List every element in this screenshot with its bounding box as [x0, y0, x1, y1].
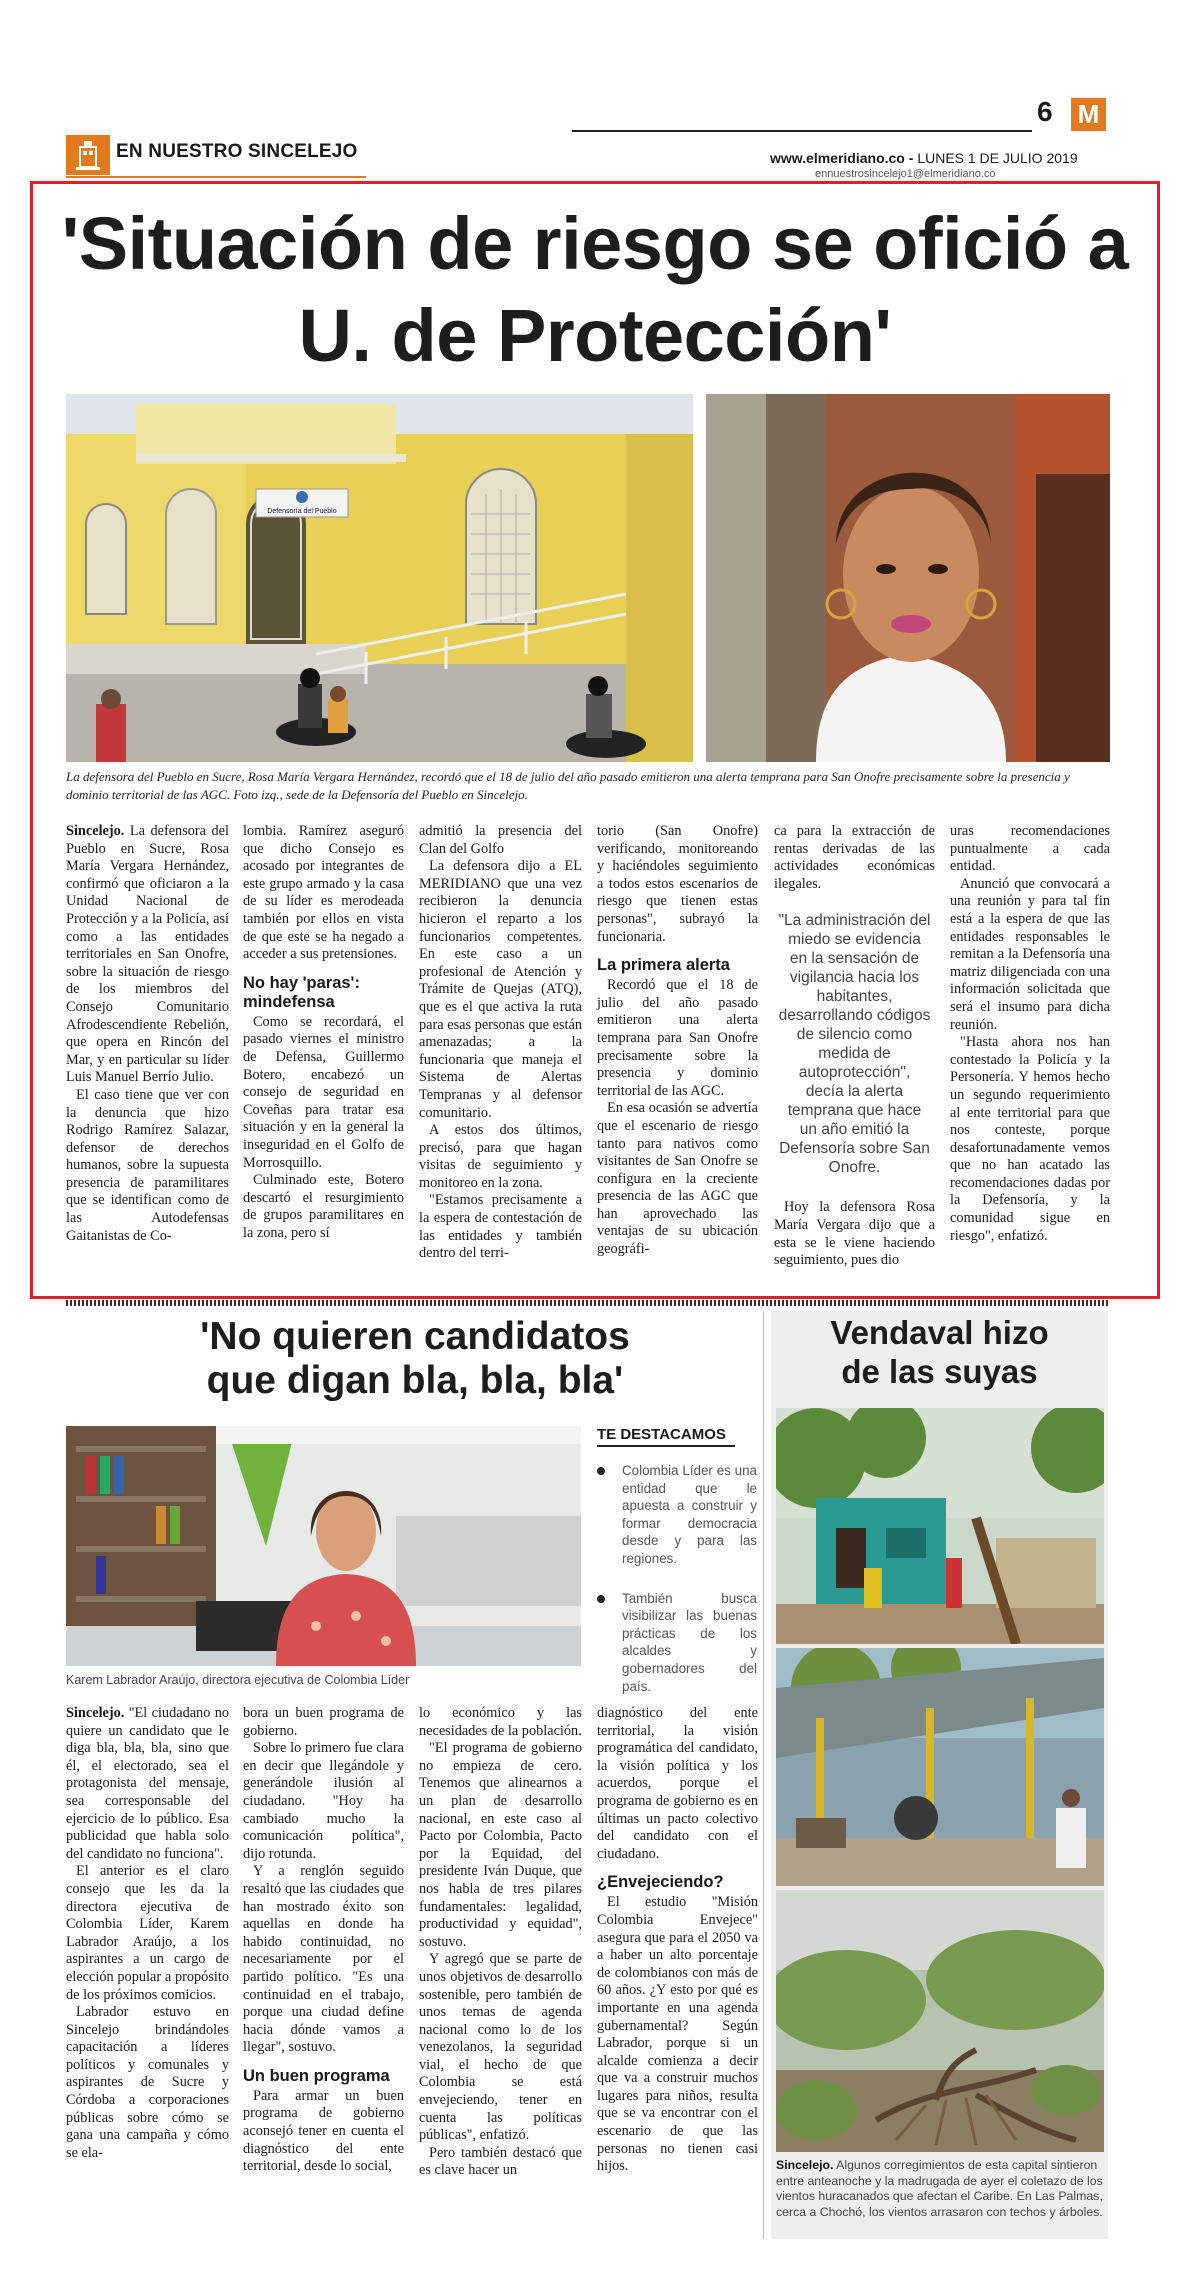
paragraph: Recordó que el 18 de julio del año pasado emitieron una alerta temprana para San Onofre precisamente sobre la presencia y dominio territorial de las AGC. [597, 977, 758, 1099]
paragraph: "Estamos precisamente a la espera de contestación de las entidades y también dentro del terri- [419, 1192, 582, 1262]
paragraph: La defensora del Pueblo en Sucre, Rosa María Vergara Hernández, confirmó que oficiaron a la Unidad Nacional de Protección y a la Policía, así como a las entidades territoriales en San Onofre, sobre la situación de riesgo de los miembros del Consejo Comunitario Afrodescendiente Rebelión, que opera en Rincón del Mar, y en particular su líder Luis Manuel Berrío Julio. [66, 823, 229, 1086]
subhead: Un buen programa [243, 2066, 390, 2085]
paragraph: La defensora dijo a EL MERIDIANO que una vez recibieron la denuncia hicieron el reparto a los funcionarios competentes. En este caso a un profesional de Atención y Trámite de Quejas (ATQ), que es el que activa la ruta para esas personas que están amenazadas; a la funcionaria que maneja el Sistema de Alertas Tempranas y al defensor comunitario. [419, 858, 582, 1121]
dateline: www.elmeridiano.co - LUNES 1 DE JULIO 2019 [770, 150, 1078, 166]
site-url[interactable]: www.elmeridiano.co [770, 150, 905, 166]
newspaper-logo: M [1071, 98, 1106, 131]
director-photo [66, 1426, 581, 1666]
paragraph: Pero también destacó que es clave hacer un [419, 2144, 582, 2179]
paragraph: admitió la presencia del Clan del Golfo [419, 823, 582, 857]
article2-col3 [419, 1705, 582, 2180]
article1-col4 [597, 823, 758, 1259]
defensoria-sign: Defensoría del Pueblo [267, 508, 337, 515]
house-photo [776, 1408, 1104, 1644]
paragraph: Y agregó que se parte de unos objetivos de desarrollo sostenible, pero también de unos temas de agenda nacional como lo de los venezolanos, la seguridad vial, el hecho de que Colombia se está envejeciendo, tener en cuenta las políticas públicas", enfatizó. [419, 1951, 582, 2144]
article2-col4 [597, 1705, 758, 2176]
article1-caption: La defensora del Pueblo en Sucre, Rosa María Vergara Hernández, recordó que el 18 de julio del año pasado emitieron una alerta temprana para San Onofre precisamente sobre la presencia y dominio territorial de las AGC. Foto izq., sede de la Defensoría del Pueblo en Sincelejo. [66, 769, 1070, 802]
paragraph: bora un buen programa de gobierno. [243, 1705, 404, 1739]
dateline-lead: Sincelejo. [66, 823, 125, 839]
paragraph: Hoy la defensora Rosa María Vergara dijo que a esta se le viene haciendo seguimiento, pues dio [774, 1199, 935, 1269]
paragraph: En esa ocasión se advertía que el escenario de riesgo tanto para nativos como visitantes de San Onofre se configura en la creciente presencia de las AGC que han aprovechado las ventajas de su ubicación geográfi- [597, 1100, 758, 1258]
section-divider [66, 1300, 1110, 1306]
paragraph: "Hasta ahora nos han contestado la Policía y la Personería. Y hemos hecho un segundo requerimiento al ente territorial para que nos conteste, porque desafortunadamente vemos que no han acatado las recomendaciones dadas por la Defensoría, y la comunidad sigue en riesgo", enfatizó. [950, 1034, 1110, 1244]
article1-headline: 'Situación de riesgo se ofició a U. de Protección' [61, 202, 1129, 377]
headline-line: que digan bla, bla, bla' [206, 1359, 624, 1402]
paragraph: lo económico y las necesidades de la población. [419, 1705, 582, 1739]
article1-col6 [950, 823, 1110, 1245]
section-name: EN NUESTRO SINCELEJO [116, 141, 358, 162]
issue-date: LUNES 1 DE JULIO 2019 [917, 150, 1078, 166]
paragraph: Labrador estuvo en Sincelejo brindándoles capacitación a líderes políticos y comunales y aspirantes de Sucre y Córdoba a corporaciones públicas sobre cómo se gana una campaña y cómo se ela- [66, 2004, 229, 2161]
building-photo [66, 394, 693, 762]
header-rule [572, 130, 1032, 132]
column-divider [763, 1311, 764, 2239]
paragraph: El anterior es el claro consejo que les da la directora ejecutiva de Colombia Líder, Karem Labrador Araújo, a los aspirantes a un cargo de elección popular a propósito de los próximos comicios. [66, 1863, 229, 2003]
section-icon [66, 135, 110, 175]
caption-text: Algunos corregimientos de esta capital sintieron entre anteanoche y la madrugada de ayer el coletazo de los vientos huracanados que afectan el Caribe. En Las Palmas, cerca a Chochó, los vientos arrasaron con techos y árboles. [776, 2158, 1103, 2219]
paragraph: diagnóstico del ente territorial, la visión programática del candidato, la visión política y los acuerdos, porque el programa de gobierno es en últimas un pacto colectivo del candidato con el ciudadano. [597, 1705, 758, 1862]
dateline-lead: Sincelejo. [66, 1705, 125, 1721]
paragraph: "El ciudadano no quiere un candidato que le diga bla, bla, bla, sino que él, el electorado, sea el protagonista del mensaje, sea corresponsable del ejercicio de lo público. Esa publicidad que habla solo del candidato no funciona". [66, 1705, 229, 1862]
paragraph: "El programa de gobierno no empieza de cero. Tenemos que alinearnos a un plan de desarrollo nacional, en este caso al Pacto por Colombia, Pacto por la Equidad, del presidente Iván Duque, que nos habla de tres pilares fundamentales: legalidad, productividad y equidad", sostuvo. [419, 1740, 582, 1950]
fallen-tree-photo [776, 1890, 1104, 2152]
pull-quote: "La administración del miedo se evidencia en la sensación de vigilancia hacia los habitantes, desarrollando códigos de silencio como medida de autoprotección", decía la alerta temprana que hace un año emitió la Defensoría sobre San Onofre. [778, 912, 931, 1177]
paragraph: lombia. Ramírez aseguró que dicho Consejo es acosado por integrantes de este grupo armado y la casa de su líder es merodeada también por ellos en vista de que este se ha negado a acceder a sus pretensiones. [243, 823, 404, 963]
paragraph: A estos dos últimos, precisó, para que hagan visitas de seguimiento y monitoreo en la zona. [419, 1122, 582, 1191]
headline-line: de las suyas [841, 1353, 1038, 1390]
destacamos-item: También busca visibilizar las buenas prácticas de los alcaldes y gobernadores del país. [597, 1590, 757, 1696]
article1-col2 [243, 823, 404, 1242]
subhead: La primera alerta [597, 956, 730, 975]
paragraph: Sobre lo primero fue clara en decir que llegándole y generándole ilusión al ciudadano. "Hoy ha cambiado mucho la comunicación política", dijo rotunda. [243, 1740, 404, 1862]
article2-caption: Karem Labrador Araújo, directora ejecutiva de Colombia Líder [66, 1673, 410, 1687]
paragraph: torio (San Onofre) verificando, monitoreando y haciéndoles seguimiento a todos estos escenarios de riesgo que tienen estas personas", subrayó la funcionaria. [597, 823, 758, 945]
paragraph: El caso tiene que ver con la denuncia que hizo Rodrigo Ramírez Salazar, defensor de derechos humanos, sobre la supuesta presencia de paramilitares que se identifican como de las Autodefensas Gaitanistas de Co- [66, 1086, 229, 1244]
section-email[interactable]: ennuestrosincelejo1@elmeridiano.co [815, 168, 996, 180]
paragraph: ca para la extracción de rentas derivadas de las actividades económicas ilegales. [774, 823, 935, 892]
subhead: ¿Envejeciendo? [597, 1873, 724, 1892]
portrait-photo [706, 394, 1110, 762]
section-rule [66, 176, 366, 178]
paragraph: Culminado este, Botero descartó el resurgimiento de grupos paramilitares en la zona, pero sí [243, 1172, 404, 1241]
caption-lead: Sincelejo. [776, 2158, 834, 2172]
article1-col1 [66, 823, 229, 1245]
article2-col2 [243, 1705, 404, 2176]
paragraph: uras recomendaciones puntualmente a cada entidad. [950, 823, 1110, 875]
roof-photo [776, 1648, 1104, 1886]
paragraph: Y a renglón seguido resaltó que las ciudades que han mostrado éxito son aquellas en donde ha habido continuidad, no necesariamente por el partido político. "Es una continuidad en el trabajo, porque una ciudad define hacia dónde vamos a llegar", sostuvo. [243, 1863, 404, 2056]
paragraph: El estudio "Misión Colombia Envejece" asegura que para el 2050 va a haber un alto porcentaje de colombianos con más de 60 años. ¿Y esto por qué es importante en una agenda gubernamental? Según Labrador, porque si un alcalde comienza a decir que va a construir muchos lugares para niños, resulta que se va encontrar con el escenario de que las personas no tienen casi hijos. [597, 1894, 758, 2175]
page-number: 6 [1037, 96, 1053, 127]
sidebar-headline [771, 1313, 1108, 1391]
headline-line: 'No quieren candidatos [200, 1315, 630, 1358]
sidebar-caption [776, 2158, 1104, 2220]
article2-col1 [66, 1705, 229, 2162]
paragraph: Para armar un buen programa de gobierno aconsejó tener en cuenta el diagnóstico del ente territorial, desde lo social, [243, 2087, 404, 2175]
article2-headline [70, 1315, 760, 1403]
destacamos-title: TE DESTACAMOS [597, 1426, 735, 1447]
subhead: No hay 'paras': mindefensa [243, 973, 360, 1011]
paragraph: Anunció que convocará a una reunión y para tal fin está a la espera de que las entidades responsables le remitan a la Defensoría una matriz diligenciada con una información solicitada que será el insumo para dicha reunión. [950, 875, 1110, 1033]
article1-col5 [774, 823, 935, 1270]
destacamos-item: Colombia Líder es una entidad que le apuesta a construir y formar democracia desde y para las regiones. [597, 1462, 757, 1568]
paragraph: Como se recordará, el pasado viernes el ministro de Defensa, Guillermo Botero, encabezó un consejo de seguridad en Coveñas para tratar esa situación y en la general la inseguridad en el Golfo de Morrosquillo. [243, 1013, 404, 1171]
headline-line: Vendaval hizo [830, 1314, 1049, 1351]
destacamos-list [597, 1462, 757, 1717]
article1-col3 [419, 823, 582, 1263]
